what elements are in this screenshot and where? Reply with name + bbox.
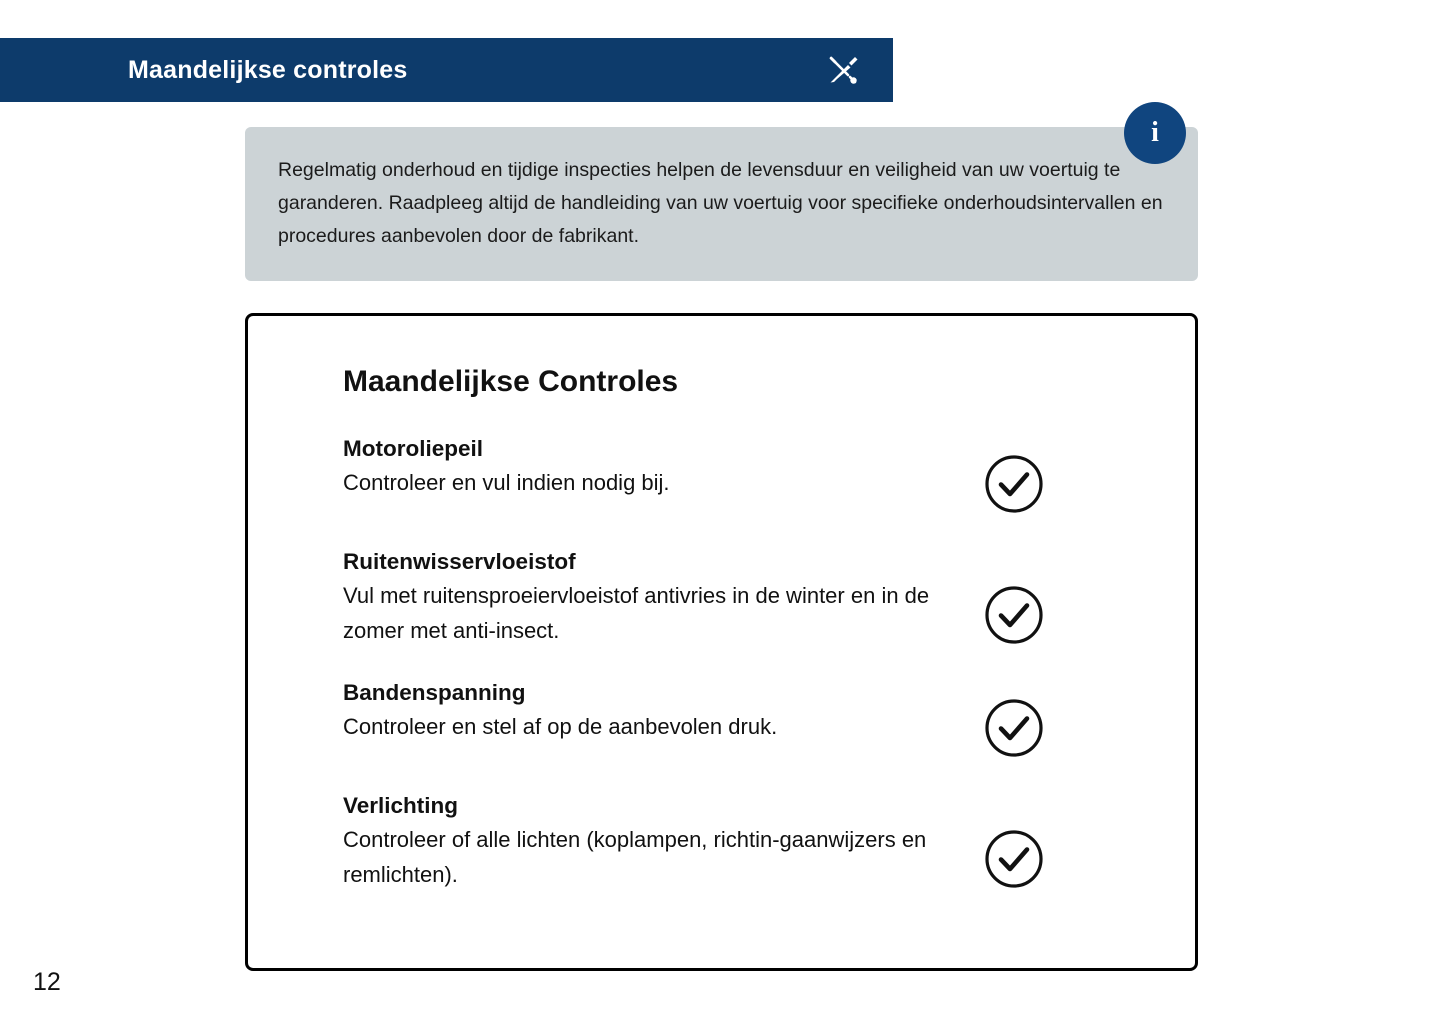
list-item-status: [983, 546, 1133, 651]
info-badge-label: i: [1151, 117, 1159, 148]
tools-icon: [823, 50, 863, 90]
list-item-text: [343, 546, 983, 648]
info-note-text: Regelmatig onderhoud en tijdige inspecties helpen de levensduur en veiligheid van uw voertuig te garanderen. Raadpleeg altijd de handleiding van uw voertuig voor specifieke onderhoudsintervallen en procedures aanbevolen door de fabrikant.: [278, 159, 1163, 247]
info-note-box: [245, 127, 1198, 281]
list-item-status: [983, 677, 1133, 764]
check-circle-icon: [983, 828, 1045, 895]
checklist-title: Maandelijkse Controles: [343, 365, 679, 398]
list-item-status: [983, 433, 1133, 520]
page-header: [0, 38, 893, 102]
checklist-items: [343, 433, 1161, 895]
page-number: 12: [33, 968, 61, 996]
list-item-title: Bandenspanning: [343, 680, 526, 705]
list-item-title: Verlichting: [343, 793, 459, 818]
list-item-text: [343, 677, 983, 744]
list-item-description: Controleer en vul indien nodig bij.: [343, 470, 670, 495]
list-item-description: Controleer en stel af op de aanbevolen druk.: [343, 714, 778, 739]
check-circle-icon: [983, 584, 1045, 651]
list-item-description: Controleer of alle lichten (koplampen, richtin-gaanwijzers en remlichten).: [343, 827, 927, 887]
list-item-status: [983, 790, 1133, 895]
check-circle-icon: [983, 453, 1045, 520]
page-title: Maandelijkse controles: [128, 55, 408, 84]
info-icon: [1124, 102, 1186, 164]
list-item-title: Ruitenwisservloeistof: [343, 549, 576, 574]
checklist-card: [245, 313, 1198, 971]
list-item-text: [343, 433, 983, 500]
list-item-description: Vul met ruitensproeiervloeistof antivries in de winter en in de zomer met anti-insect.: [343, 583, 930, 643]
list-item: [343, 546, 1161, 651]
list-item: [343, 433, 1161, 520]
list-item: [343, 677, 1161, 764]
list-item-text: [343, 790, 983, 892]
list-item: [343, 790, 1161, 895]
list-item-title: Motoroliepeil: [343, 436, 483, 461]
check-circle-icon: [983, 697, 1045, 764]
